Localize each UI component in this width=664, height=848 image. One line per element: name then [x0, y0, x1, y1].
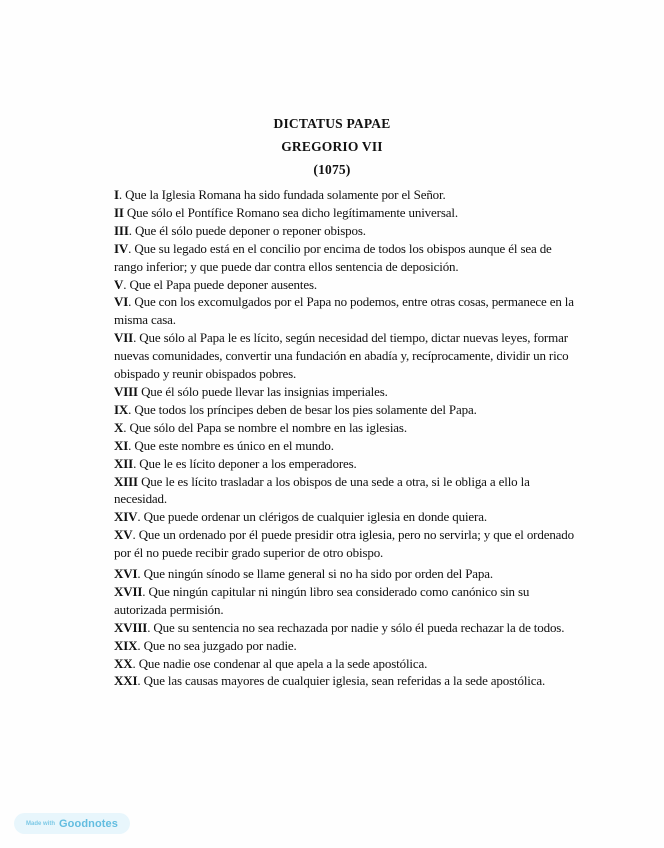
article-number: XVIII [114, 619, 148, 635]
article-16: XVI. Que ningún sínodo se llame general si no ha sido por orden del Papa. [114, 566, 493, 582]
document-year: (1075) [313, 162, 351, 177]
article-text: Que el Papa puede deponer ausentes. [126, 276, 317, 292]
article-number: VIII [114, 383, 138, 399]
article-18: XVIII. Que su sentencia no sea rechazada por nadie y sólo él pueda rechazar la de todos. [114, 619, 565, 635]
article-text: Que la Iglesia Romana ha sido fundada solamente por el Señor. [122, 187, 446, 202]
article-text: Que no sea juzgado por nadie. [140, 637, 297, 653]
article-number: XII [114, 455, 134, 471]
article-10: X. Que sólo del Papa se nombre el nombre en las iglesias. [114, 419, 407, 435]
article-17: XVII. Que ningún capitular ni ningún libro sea considerado como canónico sin su autorizada permisión. [114, 583, 530, 617]
article-number: III [114, 222, 129, 238]
article-13 [114, 473, 574, 509]
article-text: Que su sentencia no sea rechazada por nadie y sólo él pueda rechazar la de todos. [150, 619, 565, 635]
article-4: IV. Que su legado está en el concilio por encima de todos los obispos aunque él sea de rango inferior; y que puede dar contra ellos sentencia de deposición. [114, 240, 552, 274]
article-number: XVI [114, 566, 138, 582]
article-text: Que sólo del Papa se nombre el nombre en las iglesias. [126, 419, 407, 435]
article-number: IV [114, 240, 129, 256]
article-text: Que este nombre es único en el mundo. [131, 437, 334, 453]
document-subtitle: GREGORIO VII [281, 139, 383, 154]
article-number: XVII [114, 583, 143, 599]
article-text: Que le es lícito trasladar a los obispos de una sede a otra, si le obliga a ello la necesidad. [114, 473, 530, 507]
article-text: Que puede ordenar un clérigos de cualquier iglesia en donde quiera. [140, 509, 487, 525]
article-text: Que un ordenado por él puede presidir otra iglesia, pero no servirla; y que el ordenado por él no puede recibir grado superior de otro obispo. [114, 527, 574, 561]
article-20: XX. Que nadie ose condenar al que apela a la sede apostólica. [114, 655, 428, 671]
article-2 [114, 204, 574, 222]
article-number: IX [114, 401, 129, 417]
article-6: VI. Que con los excomulgados por el Papa no podemos, entre otras cosas, permanece en la misma casa. [114, 294, 574, 328]
article-5: V. Que el Papa puede deponer ausentes. [114, 276, 317, 292]
article-number: XXI [114, 673, 138, 689]
watermark-brand: Goodnotes [59, 817, 118, 830]
article-12: XII. Que le es lícito deponer a los emperadores. [114, 455, 357, 471]
article-1: I. Que la Iglesia Romana ha sido fundada solamente por el Señor. [114, 187, 446, 202]
article-number: XX [114, 655, 133, 671]
article-number: VI [114, 294, 129, 310]
article-text: Que nadie ose condenar al que apela a la sede apostólica. [135, 655, 428, 671]
article-text: Que con los excomulgados por el Papa no podemos, entre otras cosas, permanece en la misma casa. [114, 294, 574, 328]
article-text: Que sólo el Pontífice Romano sea dicho legítimamente universal. [123, 204, 458, 220]
article-number: V [114, 276, 124, 292]
article-number: X [114, 419, 124, 435]
article-text: Que le es lícito deponer a los emperadores. [136, 455, 357, 471]
article-number: I [114, 187, 119, 202]
article-text: Que ningún sínodo se llame general si no ha sido por orden del Papa. [140, 566, 493, 582]
articles-list [114, 186, 574, 690]
article-3: III. Que él sólo puede deponer o reponer obispos. [114, 222, 366, 238]
article-text: Que sólo al Papa le es lícito, según necesidad del tiempo, dictar nuevas leyes, formar nuevas comunidades, convertir una fundación en abadía y, recíprocamente, dividir un rico obispado y reunir obispados pobres. [114, 330, 569, 382]
article-number: XIX [114, 637, 138, 653]
article-text: Que ningún capitular ni ningún libro sea considerado como canónico sin su autorizada permisión. [114, 583, 530, 617]
article-9: IX. Que todos los príncipes deben de besar los pies solamente del Papa. [114, 401, 477, 417]
article-number: XI [114, 437, 129, 453]
goodnotes-watermark [14, 813, 130, 834]
article-8 [114, 383, 574, 401]
article-number: XIII [114, 473, 138, 489]
article-number: XIV [114, 509, 138, 525]
article-14: XIV. Que puede ordenar un clérigos de cualquier iglesia en donde quiera. [114, 509, 487, 525]
article-number: VII [114, 330, 134, 346]
document-title: DICTATUS PAPAE [273, 116, 391, 131]
article-text: Que él sólo puede deponer o reponer obispos. [131, 222, 366, 238]
article-19: XIX. Que no sea juzgado por nadie. [114, 637, 297, 653]
article-21: XXI. Que las causas mayores de cualquier iglesia, sean referidas a la sede apostólica. [114, 673, 546, 689]
article-text: Que todos los príncipes deben de besar los pies solamente del Papa. [131, 401, 477, 417]
watermark-made-with: Made with [26, 820, 56, 827]
article-text: Que las causas mayores de cualquier iglesia, sean referidas a la sede apostólica. [140, 673, 546, 689]
article-7: VII. Que sólo al Papa le es lícito, según necesidad del tiempo, dictar nuevas leyes, formar nuevas comunidades, convertir una fundación en abadía y, recíprocamente, dividir un rico obispado y reunir obispados pobres. [114, 330, 569, 382]
article-number: XV [114, 527, 133, 543]
article-number: II [114, 204, 124, 220]
article-text: Que su legado está en el concilio por encima de todos los obispos aunque él sea de rango inferior; y que puede dar contra ellos sentencia de deposición. [114, 240, 552, 274]
article-15: XV. Que un ordenado por él puede presidir otra iglesia, pero no servirla; y que el ordenado por él no puede recibir grado superior de otro obispo. [114, 527, 574, 561]
article-text: Que él sólo puede llevar las insignias imperiales. [137, 383, 388, 399]
article-11: XI. Que este nombre es único en el mundo. [114, 437, 334, 453]
